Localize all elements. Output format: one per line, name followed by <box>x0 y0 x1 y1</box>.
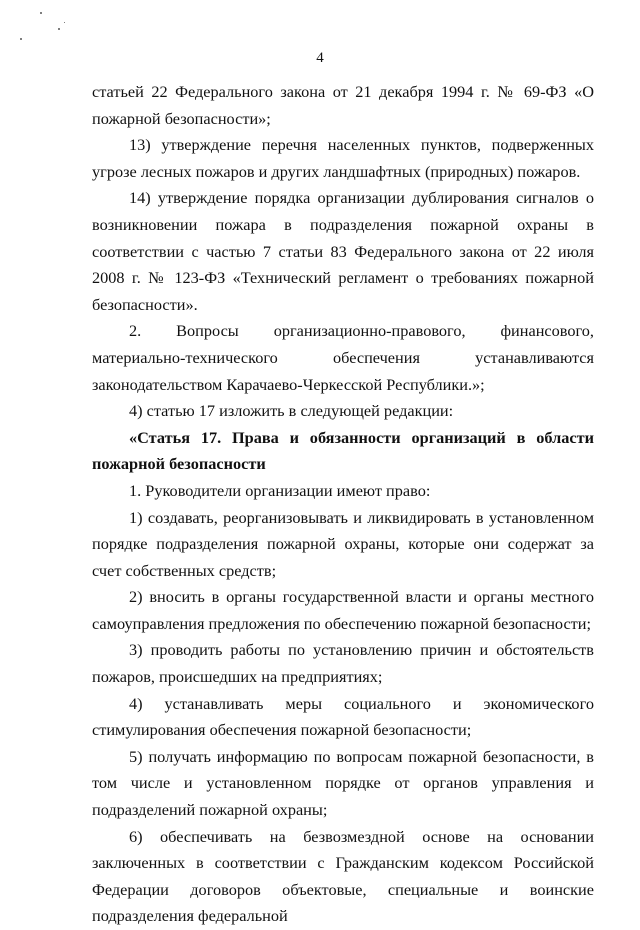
scan-speck <box>40 12 42 14</box>
document-body <box>92 79 594 930</box>
paragraph: статьей 22 Федерального закона от 21 декабря 1994 г. № 69-ФЗ «О пожарной безопасности»; <box>92 82 594 128</box>
paragraph: 4) статью 17 изложить в следующей редакции: <box>129 401 454 421</box>
scan-speck <box>58 28 60 30</box>
article-heading: «Статья 17. Права и обязанности организаций в области пожарной безопасности <box>92 427 594 474</box>
list-item: 4) устанавливать меры социального и экономического стимулирования обеспечения пожарной безопасности; <box>92 693 594 740</box>
list-item: 6) обеспечивать на безвозмездной основе на основании заключенных в соответствии с Гражданским кодексом Российской Федерации договоров объектовые, специальные и воинские подразделения федеральной <box>92 826 594 926</box>
list-item: 1) создавать, реорганизовывать и ликвидировать в установленном порядке подразделения пожарной охраны, которые они содержат за счет собственных средств; <box>92 507 594 580</box>
list-item: 5) получать информацию по вопросам пожарной безопасности, в том числе и установленном порядке от органов управления и подразделений пожарной охраны; <box>92 746 594 820</box>
paragraph: 2. Вопросы организационно-правового, финансового, материально-технического обеспечения устанавливаются законодательством Карачаево-Черкесской Республики.»; <box>92 321 594 394</box>
scan-speck <box>20 38 22 40</box>
paragraph: 1. Руководители организации имеют право: <box>129 480 431 500</box>
paragraph: 14) утверждение порядка организации дублирования сигналов о возникновении пожара в подразделения пожарной охраны в соответствии с частью 7 статьи 83 Федерального закона от 22 июля 2008 г. № 123-ФЗ «Технический регламент о требованиях пожарной безопасности». <box>92 188 594 314</box>
scan-speck <box>64 22 65 23</box>
list-item: 3) проводить работы по установлению причин и обстоятельств пожаров, происшедших на предприятиях; <box>92 640 594 687</box>
paragraph: 13) утверждение перечня населенных пунктов, подверженных угрозе лесных пожаров и других ландшафтных (природных) пожаров. <box>92 135 594 181</box>
list-item: 2) вносить в органы государственной власти и органы местного самоуправления предложения по обеспечению пожарной безопасности; <box>92 587 594 633</box>
page-number: 4 <box>316 50 324 66</box>
